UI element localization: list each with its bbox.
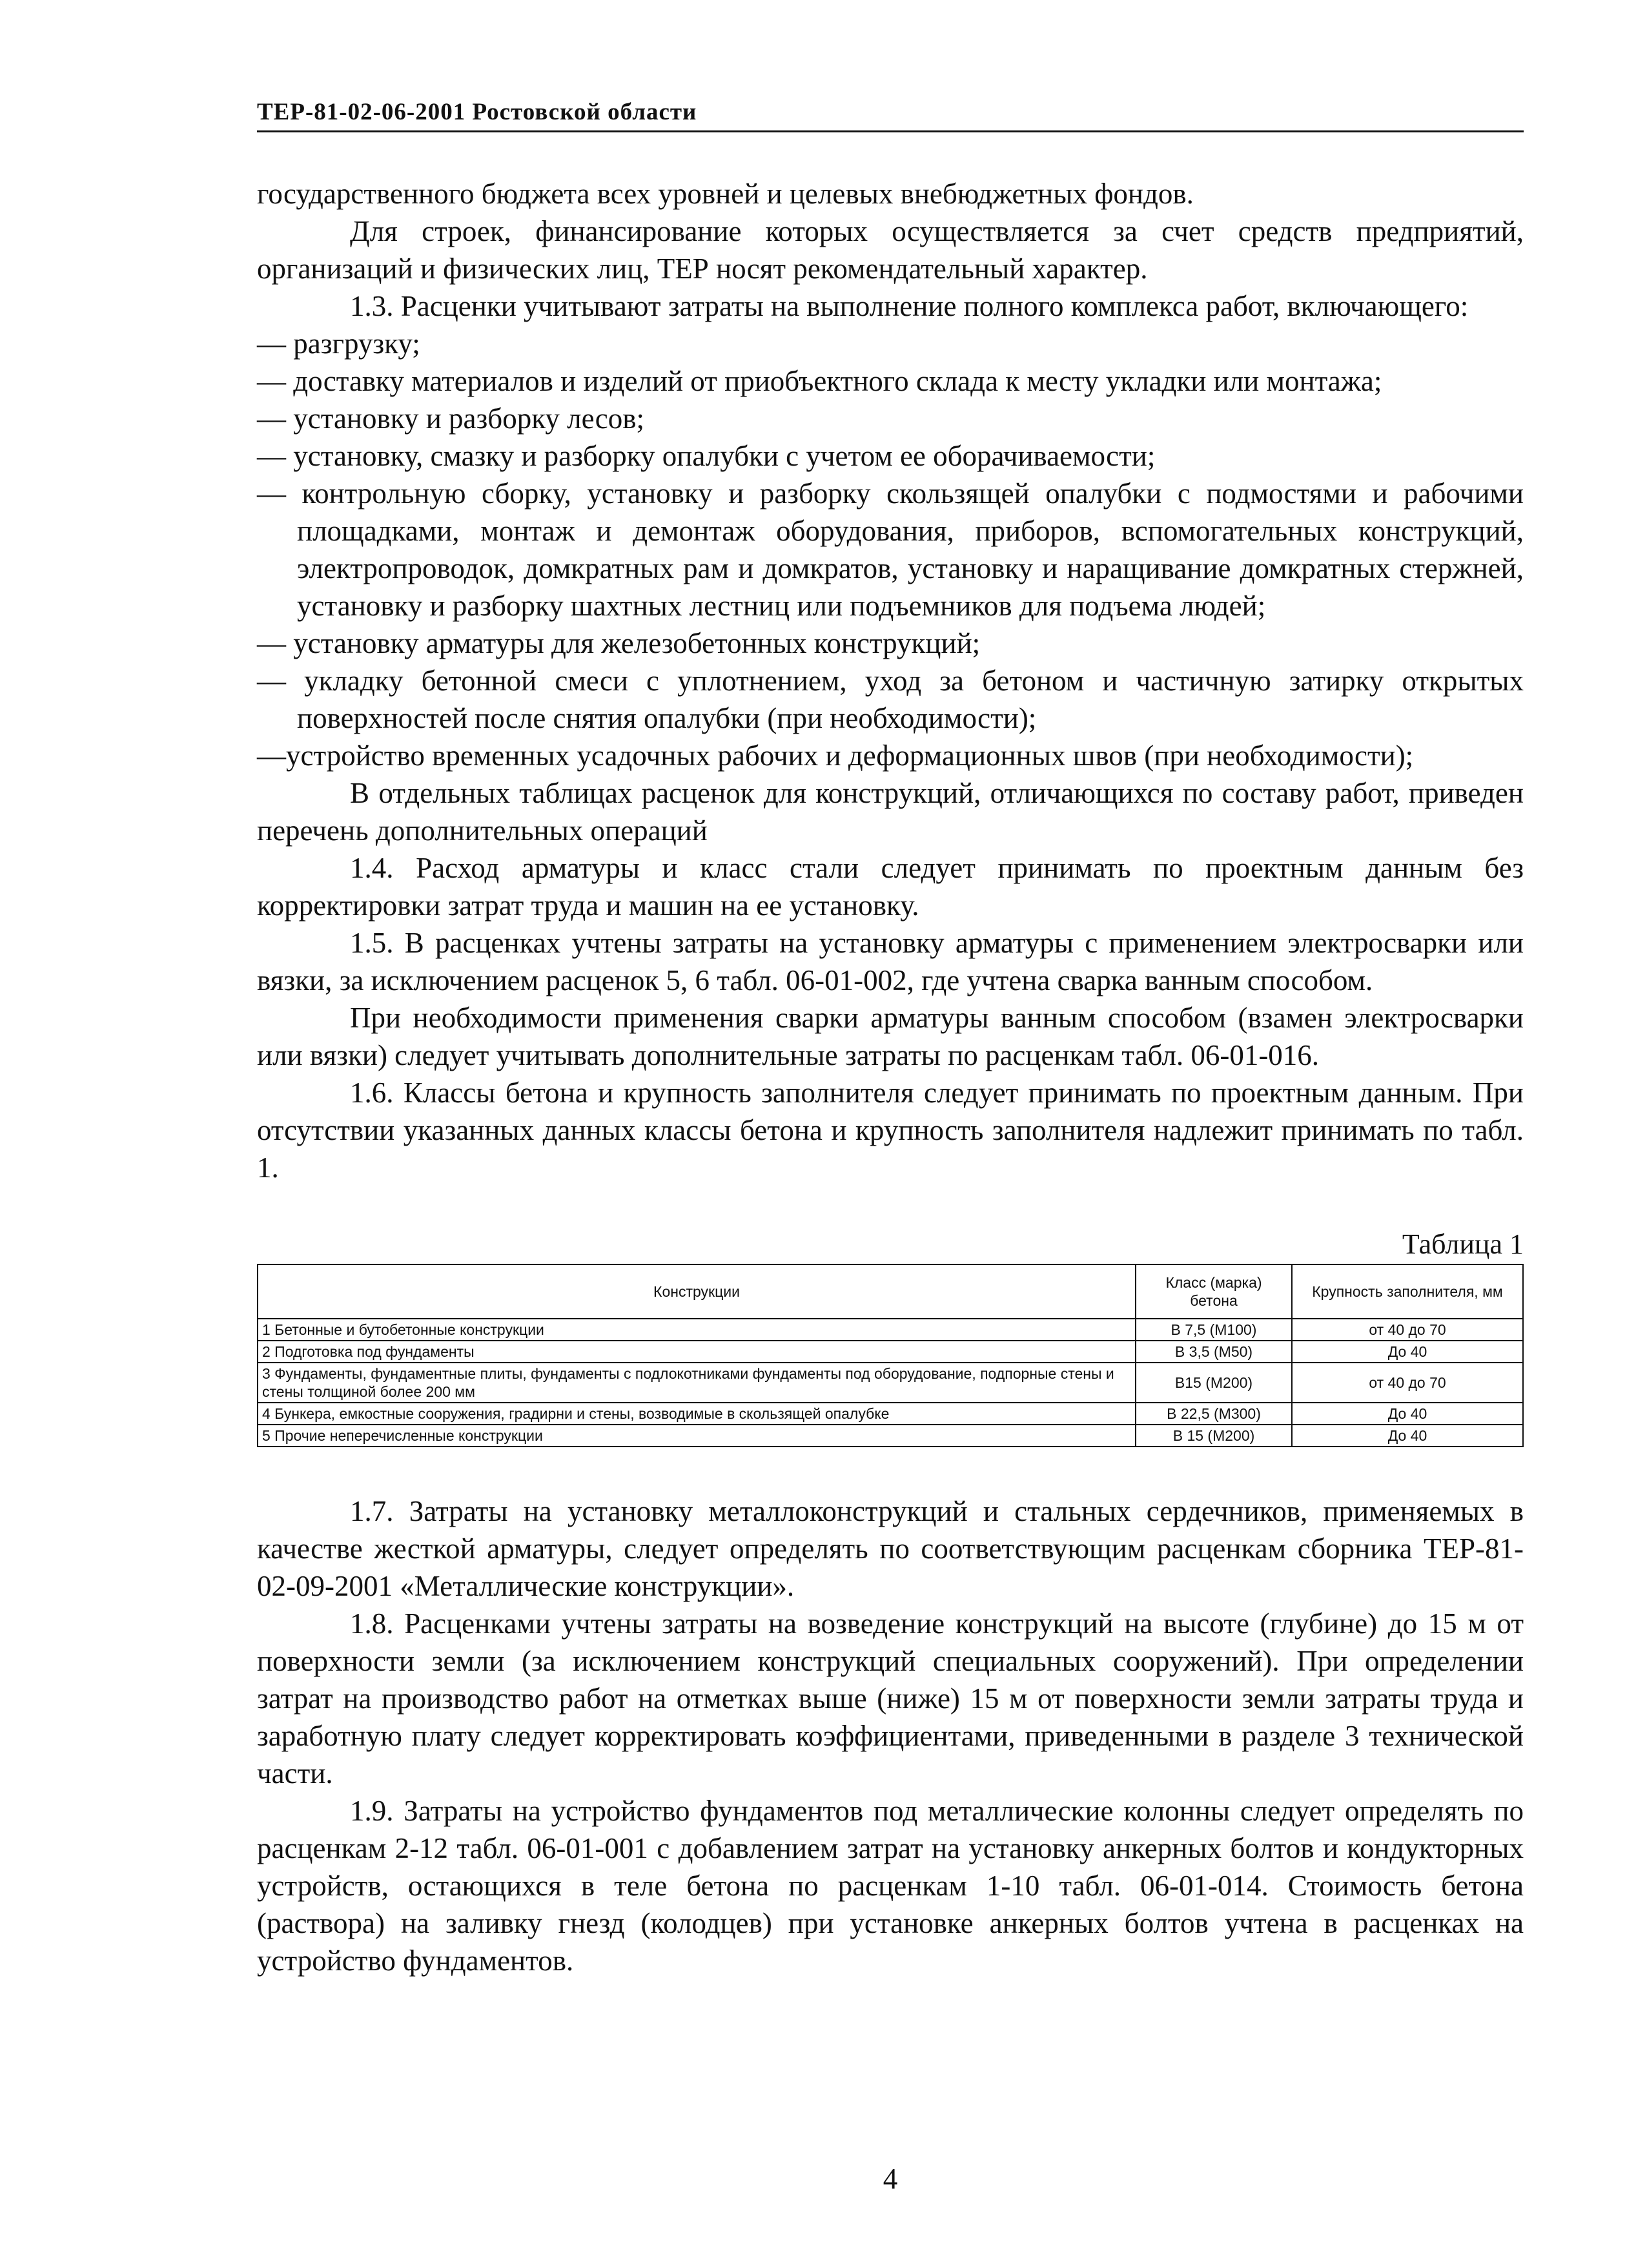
- cell-construction: 4 Бункера, емкостные сооружения, градирни и стены, возводимые в скользящей опалубке: [258, 1403, 1136, 1425]
- cell-construction: 3 Фундаменты, фундаментные плиты, фундаменты с подлокотниками фундаменты под оборудование, подпорные стены и стены толщиной более 200 мм: [258, 1363, 1136, 1403]
- list-item: — контрольную сборку, установку и разборку скользящей опалубки с подмостями и рабочими площадками, монтаж и демонтаж оборудования, приборов, вспомогательных конструкций, электропроводок, домкратных рам и домкратов, установку и наращивание домкратных стержней, установку и разборку шахтных лестниц или подъемников для подъема людей;: [257, 477, 1524, 622]
- cell-concrete-class: В 22,5 (М300): [1136, 1403, 1292, 1425]
- list-item: —устройство временных усадочных рабочих и деформационных швов (при необходимости);: [257, 739, 1414, 772]
- table-row: [258, 1403, 1523, 1425]
- list-item: — доставку материалов и изделий от приобъектного склада к месту укладки или монтажа;: [257, 365, 1382, 397]
- paragraph-additional-ops: В отдельных таблицах расценок для конструкций, отличающихся по составу работ, приведен перечень дополнительных операций: [257, 777, 1524, 847]
- paragraph-financing: Для строек, финансирование которых осуществляется за счет средств предприятий, организаций и физических лиц, ТЕР носят рекомендательный характер.: [257, 215, 1524, 285]
- page-number: 4: [883, 2163, 898, 2195]
- list-item: — укладку бетонной смеси с уплотнением, уход за бетоном и частичную затирку открытых поверхностей после снятия опалубки (при необходимости);: [257, 665, 1524, 734]
- paragraph-welding: При необходимости применения сварки арматуры ванным способом (взамен электросварки или вязки) следует учитывать дополнительные затраты по расценкам табл. 06-01-016.: [257, 1002, 1524, 1071]
- cell-aggregate-size: от 40 до 70: [1292, 1363, 1523, 1403]
- cell-aggregate-size: До 40: [1292, 1403, 1523, 1425]
- table-header-row: [258, 1264, 1523, 1319]
- cell-construction: 5 Прочие неперечисленные конструкции: [258, 1425, 1136, 1447]
- list-item: — установку, смазку и разборку опалубки с учетом ее оборачиваемости;: [257, 440, 1156, 472]
- cell-construction: 2 Подготовка под фундаменты: [258, 1341, 1136, 1363]
- table-row: [258, 1363, 1523, 1403]
- cell-aggregate-size: До 40: [1292, 1341, 1523, 1363]
- cell-concrete-class: В15 (М200): [1136, 1363, 1292, 1403]
- cell-aggregate-size: от 40 до 70: [1292, 1319, 1523, 1341]
- cell-concrete-class: В 15 (М200): [1136, 1425, 1292, 1447]
- table-row: [258, 1425, 1523, 1447]
- paragraph-1-9: 1.9. Затраты на устройство фундаментов под металлические колонны следует определять по расценкам 2-12 табл. 06-01-001 с добавлением затрат на установку анкерных болтов и кондукторных устройств, остающихся в теле бетона по расценкам 1-10 табл. 06-01-014. Стоимость бетона (раствора) на заливку гнезд (колодцев) при установке анкерных болтов учтена в расценках на устройство фундаментов.: [257, 1795, 1524, 1977]
- list-item: — установку арматуры для железобетонных конструкций;: [257, 627, 981, 659]
- table-1: [257, 1264, 1524, 1447]
- paragraph-1-3: 1.3. Расценки учитывают затраты на выполнение полного комплекса работ, включающего:: [350, 290, 1469, 322]
- paragraph-continuation: государственного бюджета всех уровней и целевых внебюджетных фондов.: [257, 178, 1194, 210]
- table-row: [258, 1319, 1523, 1341]
- paragraph-1-7: 1.7. Затраты на установку металлоконструкций и стальных сердечников, применяемых в качестве жесткой арматуры, следует определять по соответствующим расценкам сборника ТЕР-81-02-09-2001 «Металлические конструкции».: [257, 1495, 1524, 1602]
- cell-concrete-class: В 7,5 (М100): [1136, 1319, 1292, 1341]
- paragraph-1-6: 1.6. Классы бетона и крупность заполнителя следует принимать по проектным данным. При отсутствии указанных данных классы бетона и крупность заполнителя надлежит принимать по табл. 1.: [257, 1077, 1524, 1184]
- paragraph-1-5: 1.5. В расценках учтены затраты на установку арматуры с применением электросварки или вязки, за исключением расценок 5, 6 табл. 06-01-002, где учтена сварка ванным способом.: [257, 927, 1524, 996]
- list-item: — установку и разборку лесов;: [257, 402, 644, 435]
- document-page: [257, 97, 1524, 2228]
- cell-concrete-class: В 3,5 (М50): [1136, 1341, 1292, 1363]
- table-caption: Таблица 1: [1402, 1228, 1524, 1260]
- paragraph-1-4: 1.4. Расход арматуры и класс стали следует принимать по проектным данным без корректировки затрат труда и машин на ее установку.: [257, 852, 1524, 922]
- table-spacer: [257, 1447, 1524, 1492]
- table-row: [258, 1341, 1523, 1363]
- cell-construction: 1 Бетонные и бутобетонные конструкции: [258, 1319, 1136, 1341]
- list-item: — разгрузку;: [257, 327, 420, 360]
- cell-aggregate-size: До 40: [1292, 1425, 1523, 1447]
- paragraph-1-8: 1.8. Расценками учтены затраты на возведение конструкций на высоте (глубине) до 15 м от поверхности земли (за исключением конструкций специальных сооружений). При определении затрат на производство работ на отметках выше (ниже) 15 м от поверхности земли затраты труда и заработную плату следует корректировать коэффициентами, приведенными в разделе 3 технической части.: [257, 1607, 1524, 1789]
- column-header-construction: Конструкции: [258, 1264, 1136, 1319]
- page-header: ТЕР-81-02-06-2001 Ростовской области: [257, 97, 1524, 132]
- column-header-concrete-class: Класс (марка) бетона: [1136, 1264, 1292, 1319]
- column-header-aggregate-size: Крупность заполнителя, мм: [1292, 1264, 1523, 1319]
